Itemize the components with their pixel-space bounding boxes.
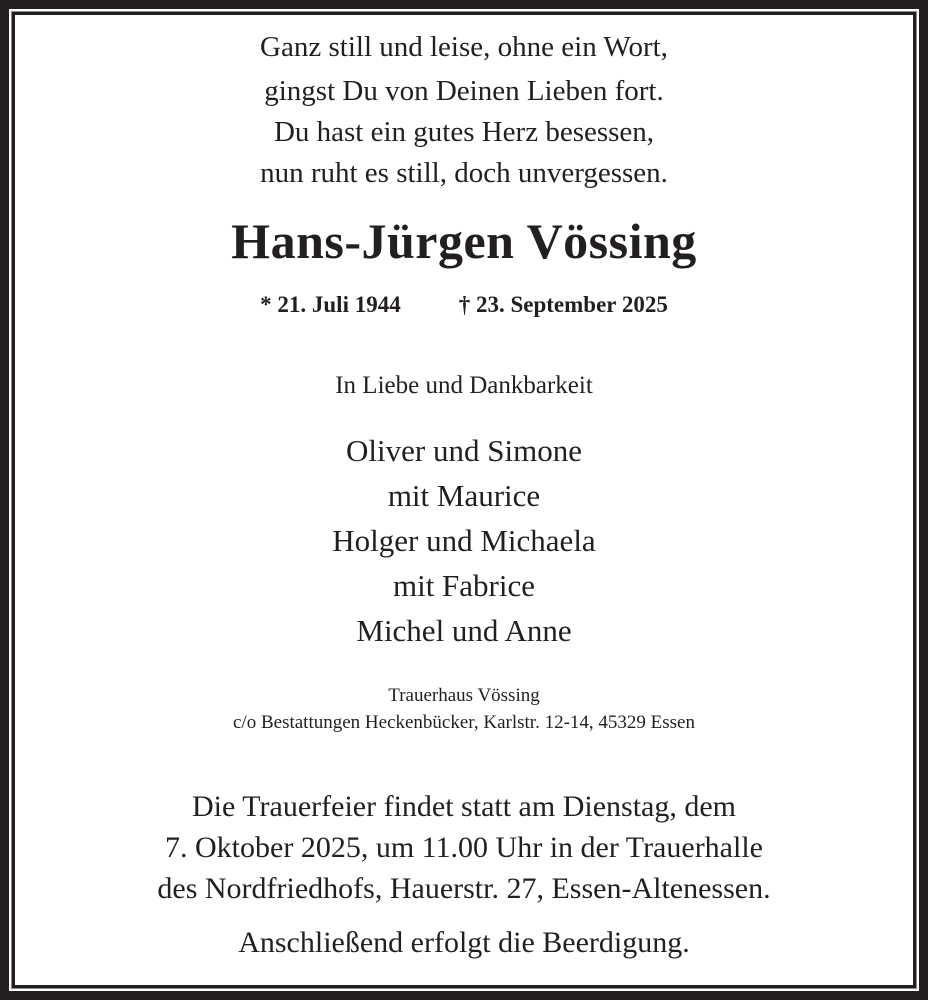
ceremony-line: Die Trauerfeier findet statt am Dienstag, dem	[191, 790, 736, 823]
address-line: Trauerhaus Vössing	[388, 685, 540, 706]
address-line: c/o Bestattungen Heckenbücker, Karlstr. 12-14, 45329 Essen	[233, 712, 695, 733]
life-dates	[0, 292, 928, 318]
poem-line: Ganz still und leise, ohne ein Wort,	[260, 31, 668, 63]
family-line: mit Fabrice	[392, 568, 536, 603]
poem-line: nun ruht es still, doch unvergessen.	[260, 157, 668, 189]
family-line: Holger und Michaela	[332, 523, 596, 558]
death-date: † 23. September 2025	[458, 292, 668, 317]
poem-line: gingst Du von Deinen Lieben fort.	[264, 75, 664, 107]
deceased-name: Hans-Jürgen Vössing	[231, 213, 697, 269]
family-line: mit Maurice	[387, 478, 541, 513]
poem-line: Du hast ein gutes Herz besessen,	[273, 116, 655, 148]
ceremony-line: 7. Oktober 2025, um 11.00 Uhr in der Trauerhalle	[165, 831, 763, 864]
dedication: In Liebe und Dankbarkeit	[335, 372, 593, 399]
ceremony-line: des Nordfriedhofs, Hauerstr. 27, Essen-Altenessen.	[157, 872, 771, 905]
family-line: Michel und Anne	[356, 613, 572, 648]
birth-date: * 21. Juli 1944	[260, 292, 401, 317]
family-line: Oliver und Simone	[346, 433, 582, 468]
burial-note: Anschließend erfolgt die Beerdigung.	[238, 926, 690, 959]
